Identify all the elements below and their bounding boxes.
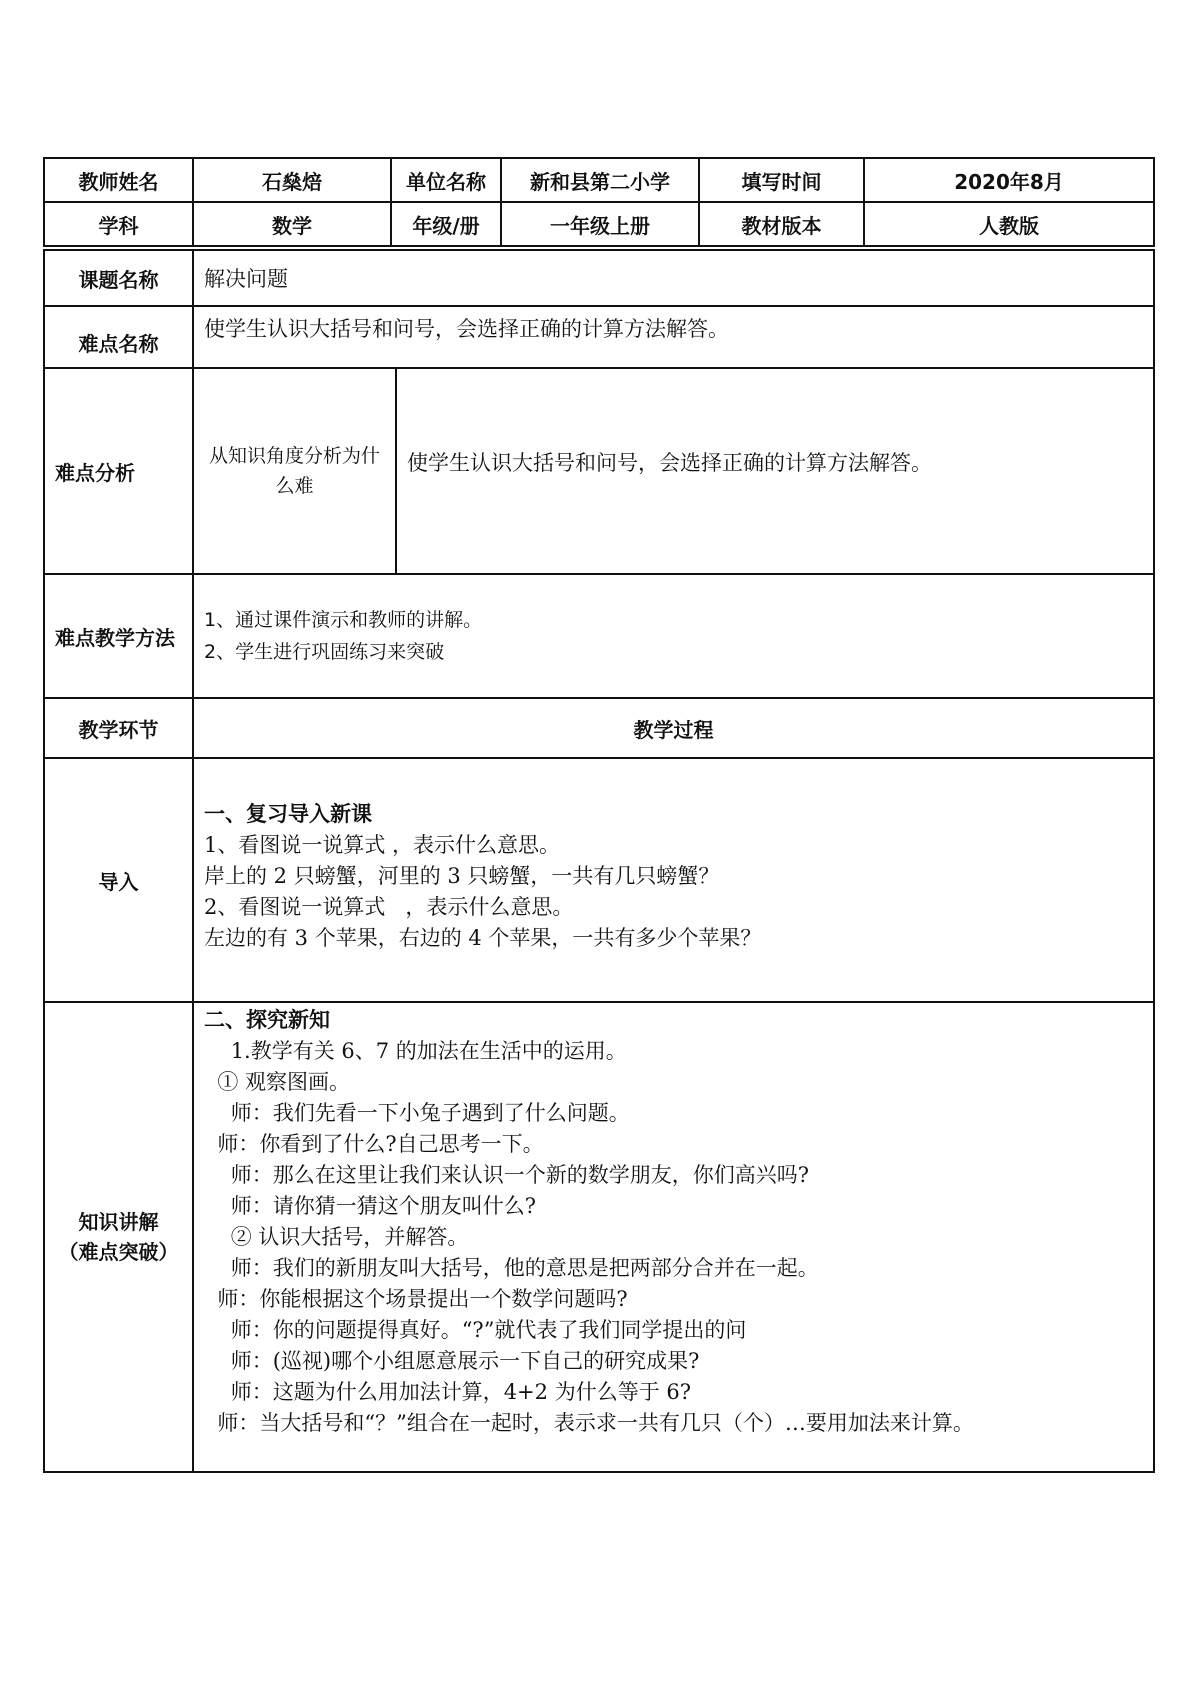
topic-value: 解决问题 xyxy=(193,250,1154,306)
textbook-value: 人教版 xyxy=(864,202,1154,246)
knowledge-line-10: 师：你的问题提得真好。“?”就代表了我们同学提出的问 xyxy=(204,1318,747,1342)
subject-value: 数学 xyxy=(193,202,391,246)
intro-line-2: 岸上的 2 只螃蟹，河里的 3 只螃蟹，一共有几只螃蟹？ xyxy=(204,864,720,888)
intro-heading: 一、复习导入新课 xyxy=(204,802,372,826)
intro-line-1: 1、看图说一说算式 ，表示什么意思。 xyxy=(204,833,561,857)
process-value: 教学过程 xyxy=(193,698,1154,758)
knowledge-label: 知识讲解 xyxy=(78,1210,159,1234)
teacher-name-value: 石燊焙 xyxy=(193,158,391,202)
analysis-value: 使学生认识大括号和问号，会选择正确的计算方法解答。 xyxy=(396,368,1154,574)
knowledge-line-2: ① 观察图画。 xyxy=(204,1070,351,1094)
knowledge-line-4: 师：你看到了什么?自己思考一下。 xyxy=(204,1132,544,1156)
process-label: 教学环节 xyxy=(44,698,193,758)
unit-name-value: 新和县第二小学 xyxy=(501,158,699,202)
knowledge-line-13: 师：当大括号和“？”组合在一起时，表示求一共有几只（个）…要用加法来计算。 xyxy=(204,1411,974,1435)
info-table xyxy=(43,157,1155,247)
subject-label: 学科 xyxy=(44,202,193,246)
grade-value: 一年级上册 xyxy=(501,202,699,246)
knowledge-cell xyxy=(193,1002,1154,1472)
intro-cell xyxy=(193,758,1154,1002)
knowledge-line-8: 师：我们的新朋友叫大括号，他的意思是把两部分合并在一起。 xyxy=(204,1256,819,1280)
teacher-name-label: 教师姓名 xyxy=(44,158,193,202)
method-line-1: 1、通过课件演示和教师的讲解。 xyxy=(204,609,483,631)
lesson-plan-sheet xyxy=(43,157,1153,1473)
analysis-label: 难点分析 xyxy=(44,368,193,574)
textbook-label: 教材版本 xyxy=(699,202,864,246)
knowledge-heading: 二、探究新知 xyxy=(204,1008,330,1032)
method-label: 难点教学方法 xyxy=(44,574,193,698)
knowledge-line-1: 1.教学有关 6、7 的加法在生活中的运用。 xyxy=(204,1039,627,1063)
topic-label: 课题名称 xyxy=(44,250,193,306)
intro-label: 导入 xyxy=(44,758,193,1002)
grade-label: 年级/册 xyxy=(391,202,501,246)
knowledge-line-7: ② 认识大括号，并解答。 xyxy=(204,1225,469,1249)
knowledge-line-3: 师：我们先看一下小兔子遇到了什么问题。 xyxy=(204,1101,630,1125)
intro-line-3: 2、看图说一说算式 ，表示什么意思。 xyxy=(204,895,574,919)
knowledge-label-2: （难点突破） xyxy=(58,1240,179,1264)
knowledge-line-12: 师：这题为什么用加法计算，4+2 为什么等于 6? xyxy=(204,1380,691,1404)
knowledge-label-cell xyxy=(44,1002,193,1472)
intro-line-4: 左边的有 3 个苹果，右边的 4 个苹果，一共有多少个苹果？ xyxy=(204,926,762,950)
knowledge-line-9: 师：你能根据这个场景提出一个数学问题吗? xyxy=(204,1287,628,1311)
difficulty-label: 难点名称 xyxy=(44,306,193,368)
knowledge-line-6: 师：请你猜一猜这个朋友叫什么? xyxy=(204,1194,536,1218)
knowledge-line-5: 师：那么在这里让我们来认识一个新的数学朋友，你们高兴吗? xyxy=(204,1163,809,1187)
difficulty-value: 使学生认识大括号和问号，会选择正确的计算方法解答。 xyxy=(193,306,1154,368)
method-cell xyxy=(193,574,1154,698)
fill-date-value: 2020年8月 xyxy=(864,158,1154,202)
unit-name-label: 单位名称 xyxy=(391,158,501,202)
method-line-2: 2、学生进行巩固练习来突破 xyxy=(204,641,445,663)
knowledge-line-11: 师：(巡视)哪个小组愿意展示一下自己的研究成果? xyxy=(204,1349,700,1373)
analysis-sub-label: 从知识角度分析为什么难 xyxy=(193,368,396,574)
fill-date-label: 填写时间 xyxy=(699,158,864,202)
body-table xyxy=(43,249,1155,1473)
